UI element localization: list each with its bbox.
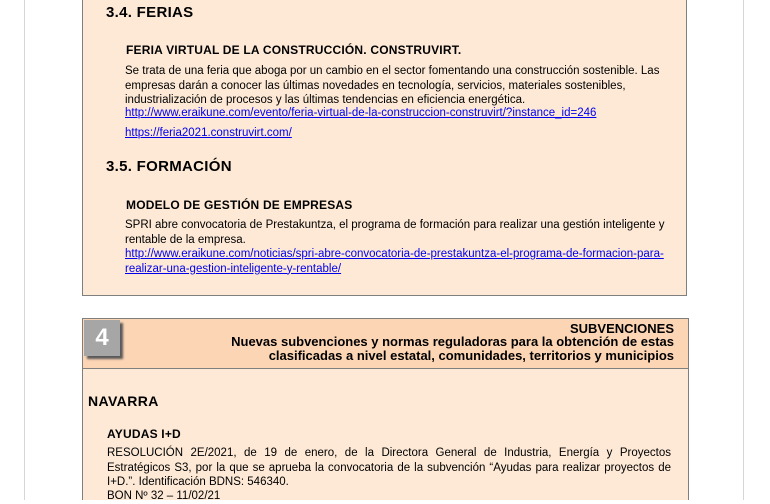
item-text-construvirt: Se trata de una feria que aboga por un cambio en el sector fomentando una construcción sostenible. Las empresas darán a conocer las últimas novedades en tecnología, servicios, materiales sostenibles, industrialización de procesos y las últimas tendencias en eficiencia energética. <box>125 65 660 106</box>
section-kicker: SUBVENCIONES <box>569 321 674 336</box>
link-eraikune-prestakuntza[interactable]: http://www.eraikune.com/noticias/spri-abre-convocatoria-de-prestakuntza-el-programa-de-formacion-para-realizar-una-gestion-inteligente-y-rentable/ <box>125 248 664 275</box>
section-heading-formacion: 3.5. FORMACIÓN <box>106 158 232 175</box>
link-eraikune-construvirt[interactable]: http://www.eraikune.com/evento/feria-virtual-de-la-construccion-construvirt/?instance_id=246 <box>125 107 597 119</box>
item-title-gestion: MODELO DE GESTIÓN DE EMPRESAS <box>126 198 353 212</box>
section-title: Nuevas subvenciones y normas reguladoras para la obtención de estas clasificadas a nivel estatal, comunidades, territorios y municipios <box>231 334 674 363</box>
page-edge-right <box>743 0 744 500</box>
events-training-box <box>82 0 687 296</box>
region-heading: NAVARRA <box>88 393 159 409</box>
bon-reference: BON Nº 32 – 11/02/21 <box>107 490 221 502</box>
section-heading-ferias: 3.4. FERIAS <box>106 4 194 21</box>
item-text-prestakuntza: SPRI abre convocatoria de Prestakuntza, el programa de formación para realizar una gestión inteligente y rentable de la empresa. <box>125 219 665 246</box>
item-title-ayudas: AYUDAS I+D <box>107 427 181 441</box>
link-feria2021[interactable]: https://feria2021.construvirt.com/ <box>125 127 292 139</box>
page-edge-left <box>24 0 25 500</box>
item-text-resolucion: RESOLUCIÓN 2E/2021, de 19 de enero, de la Directora General de Industria, Energía y Proyectos Estratégicos S3, por la que se aprueba la convocatoria de la subvención “Ayudas para realizar proyectos de I+D.”. Identificación BDNS: 546340. <box>107 447 671 488</box>
item-title-construvirt: FERIA VIRTUAL DE LA CONSTRUCCIÓN. CONSTRUVIRT. <box>126 43 462 57</box>
section-number-badge: 4 <box>84 320 120 356</box>
subsidies-box <box>82 369 689 500</box>
section-4-banner <box>82 318 689 369</box>
